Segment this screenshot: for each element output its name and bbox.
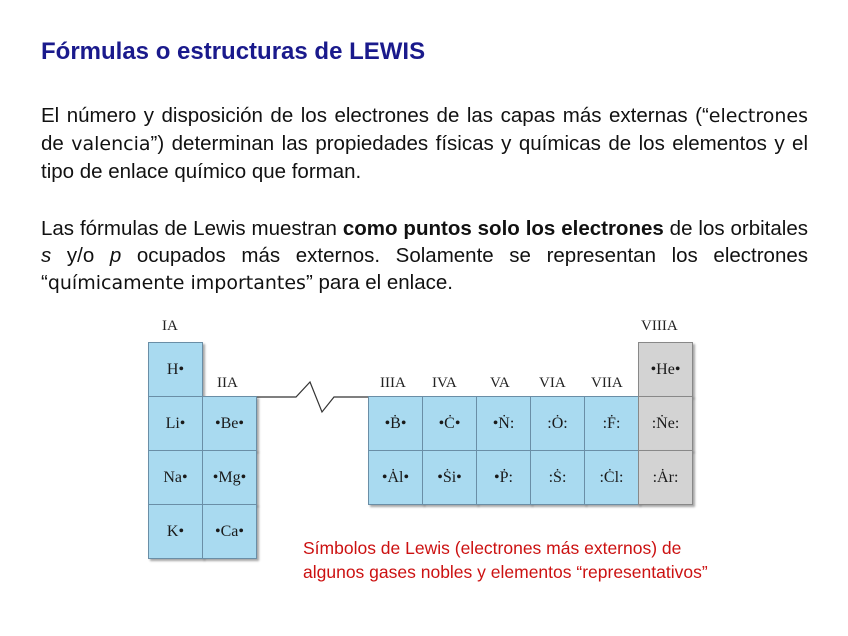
element-Cl: :Ċl: <box>584 450 639 505</box>
p1-text-3: ”) determinan las propiedades físicas y químicas de los elementos y el tipo de enlace químico que forman. <box>41 132 808 183</box>
element-O: :Ȯ: <box>530 396 585 451</box>
p2-text-4: ocupados más externos. Solamente se representan los electrones “ <box>41 244 808 294</box>
p2-text-1: Las fórmulas de Lewis muestran <box>41 217 343 240</box>
element-C: •Ċ• <box>422 396 477 451</box>
page-title: Fórmulas o estructuras de LEWIS <box>41 38 426 65</box>
p2-text-2: de los orbitales <box>663 217 808 240</box>
group-label-VIIA: VIIA <box>591 375 623 391</box>
group-label-IVA: IVA <box>432 375 457 391</box>
caption-line-1: Símbolos de Lewis (electrones más externos) de <box>303 538 682 558</box>
group-label-VIIIA: VIIIA <box>641 318 678 334</box>
caption-line-2: algunos gases nobles y elementos “representativos” <box>303 562 708 582</box>
element-K: K• <box>148 504 203 559</box>
element-P: •Ṗ: <box>476 450 531 505</box>
p1-highlight-valencia: valencia <box>71 133 151 155</box>
p1-text-1: El número y disposición de los electrones de las capas más externas (“ <box>41 104 709 127</box>
element-N: •Ṅ: <box>476 396 531 451</box>
element-Ne: :Ṅe: <box>638 396 693 451</box>
p1-highlight-electrones: electrones <box>708 105 808 127</box>
element-Mg: •Mg• <box>202 450 257 505</box>
element-Ca: •Ca• <box>202 504 257 559</box>
group-label-VA: VA <box>490 375 510 391</box>
group-label-IIIA: IIIA <box>380 375 406 391</box>
p2-highlight-quimicamente: químicamente importantes <box>47 272 306 294</box>
element-S: :Ṡ: <box>530 450 585 505</box>
element-Ar: :Ȧr: <box>638 450 693 505</box>
p2-italic-s: s <box>41 244 52 267</box>
group-label-VIA: VIA <box>539 375 566 391</box>
element-B: •Ḃ• <box>368 396 423 451</box>
element-Al: •Ȧl• <box>368 450 423 505</box>
element-F: :Ḟ: <box>584 396 639 451</box>
p2-text-5: ” para el enlace. <box>305 271 453 294</box>
figure-caption <box>303 536 708 584</box>
element-H: H• <box>148 342 203 397</box>
group-label-IIA: IIA <box>217 375 238 391</box>
p2-bold-text: como puntos solo los electrones <box>342 217 664 240</box>
p1-text-2: de <box>41 132 72 155</box>
p2-italic-p: p <box>109 244 122 267</box>
element-He: •He• <box>638 342 693 397</box>
element-Li: Li• <box>148 396 203 451</box>
element-Si: •Ṡi• <box>422 450 477 505</box>
group-label-IA: IA <box>162 318 178 334</box>
p2-text-3: y/o <box>51 244 110 267</box>
element-Be: •Be• <box>202 396 257 451</box>
element-Na: Na• <box>148 450 203 505</box>
